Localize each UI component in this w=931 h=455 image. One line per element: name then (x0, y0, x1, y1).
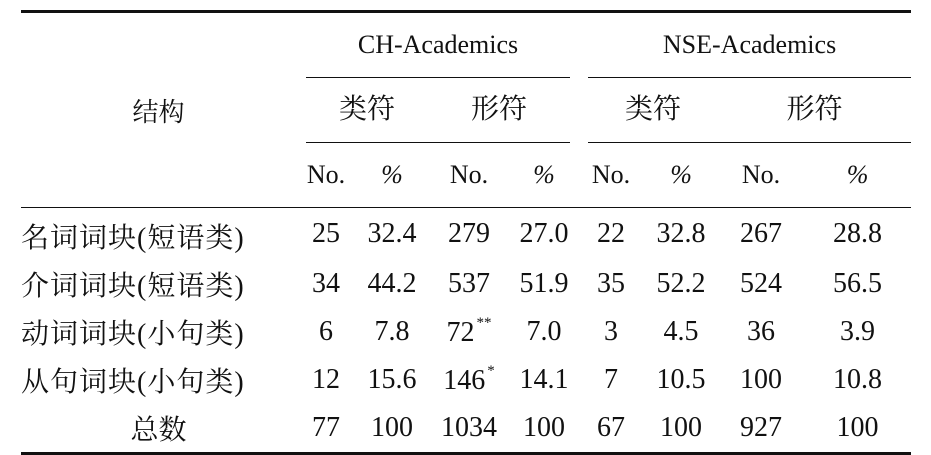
cell-value: 1034 (441, 412, 497, 443)
table-cell (644, 260, 718, 308)
table-cell (296, 208, 356, 261)
subgroup-header: 类符 (296, 78, 428, 143)
cell-value: 524 (740, 268, 783, 299)
cell-value: 32.8 (656, 218, 706, 249)
cell-value: 56.5 (833, 268, 883, 299)
chunk-frequency-table (21, 10, 911, 455)
cell-value: 100 (740, 364, 783, 395)
cell-value: 6 (319, 316, 333, 347)
cell-value: 12 (312, 364, 340, 395)
cell-value: 7.0 (526, 316, 562, 347)
table-cell (428, 208, 510, 261)
group-header-ch (296, 12, 578, 79)
unit-header: % (356, 143, 428, 208)
table-cell (804, 356, 911, 404)
table-cell (510, 208, 578, 261)
table-cell (510, 260, 578, 308)
row-label: 动词词块(小句类) (21, 319, 245, 350)
row-label: 总数 (21, 404, 296, 454)
significance-mark: * (487, 363, 495, 379)
cell-value: 52.2 (656, 268, 706, 299)
table-cell (644, 208, 718, 261)
unit-header: % (510, 143, 578, 208)
table-cell (356, 208, 428, 261)
table-cell (510, 308, 578, 356)
cell-value: 34 (312, 268, 340, 299)
cell-value: 15.6 (367, 364, 417, 395)
table-cell (356, 260, 428, 308)
row-label: 从句词块(小句类) (21, 367, 245, 398)
table-cell (428, 308, 510, 356)
cell-value: 77 (312, 412, 340, 443)
table-cell (718, 356, 804, 404)
significance-mark: ** (476, 315, 492, 331)
table-cell (356, 356, 428, 404)
cell-value: 7 (604, 364, 619, 395)
table-cell (578, 356, 644, 404)
cell-value: 4.5 (663, 316, 699, 347)
subgroup-header: 形符 (718, 78, 911, 143)
cell-value: 100 (660, 412, 703, 443)
table-cell (296, 404, 356, 454)
cell-value: 146 (443, 365, 486, 396)
cell-value: 44.2 (367, 268, 417, 299)
table-row (21, 356, 911, 404)
table-cell (578, 308, 644, 356)
unit-header: % (644, 143, 718, 208)
group-header-nse-label: NSE-Academics (588, 13, 911, 78)
table-cell (428, 356, 510, 404)
table-cell (578, 404, 644, 454)
table-cell (804, 404, 911, 454)
row-label: 名词词块(短语类) (21, 223, 245, 254)
table-cell (356, 308, 428, 356)
table-cell (804, 208, 911, 261)
group-header-nse (578, 12, 911, 79)
unit-header: No. (428, 143, 510, 208)
cell-value: 3 (604, 316, 619, 347)
cell-value: 537 (448, 268, 490, 299)
group-header-row (21, 12, 911, 79)
cell-value: 25 (312, 218, 340, 249)
table-row (21, 260, 911, 308)
cell-value: 67 (597, 412, 626, 443)
subgroup-header: 类符 (578, 78, 718, 143)
unit-header: No. (578, 143, 644, 208)
cell-value: 10.8 (833, 364, 883, 395)
table-cell (644, 404, 718, 454)
cell-value: 100 (371, 412, 413, 443)
table-cell (296, 260, 356, 308)
cell-value: 3.9 (840, 316, 876, 347)
table-cell (718, 404, 804, 454)
frequency-table-container (21, 10, 911, 455)
table-cell (644, 356, 718, 404)
cell-value: 100 (523, 412, 566, 443)
cell-value: 51.9 (519, 268, 569, 299)
row-label: 介词词块(短语类) (21, 271, 245, 302)
table-cell (428, 404, 510, 454)
table-body (21, 208, 911, 454)
table-cell (578, 260, 644, 308)
table-row (21, 208, 911, 261)
unit-header: No. (718, 143, 804, 208)
table-cell (718, 208, 804, 261)
table-cell (644, 308, 718, 356)
cell-value: 10.5 (656, 364, 706, 395)
table-cell (718, 260, 804, 308)
table-cell (718, 308, 804, 356)
table-cell (578, 208, 644, 261)
table-cell (510, 356, 578, 404)
cell-value: 100 (836, 412, 879, 443)
table-cell (804, 308, 911, 356)
table-row (21, 404, 911, 454)
table-cell (296, 356, 356, 404)
cell-value: 279 (448, 218, 490, 249)
table-cell (804, 260, 911, 308)
cell-value: 27.0 (519, 218, 569, 249)
cell-value: 927 (740, 412, 783, 443)
cell-value: 36 (747, 316, 776, 347)
stub-header: 结构 (21, 12, 296, 208)
cell-value: 28.8 (833, 218, 883, 249)
cell-value: 22 (597, 218, 626, 249)
unit-header: No. (296, 143, 356, 208)
table-cell (428, 260, 510, 308)
unit-header: % (804, 143, 911, 208)
table-row (21, 308, 911, 356)
cell-value: 72 (446, 317, 475, 348)
cell-value: 35 (597, 268, 626, 299)
subgroup-header: 形符 (428, 78, 578, 143)
table-cell (356, 404, 428, 454)
cell-value: 267 (740, 218, 783, 249)
cell-value: 7.8 (374, 316, 410, 347)
table-cell (510, 404, 578, 454)
cell-value: 14.1 (519, 364, 569, 395)
cell-value: 32.4 (367, 218, 417, 249)
table-cell (296, 308, 356, 356)
group-header-ch-label: CH-Academics (306, 13, 570, 78)
